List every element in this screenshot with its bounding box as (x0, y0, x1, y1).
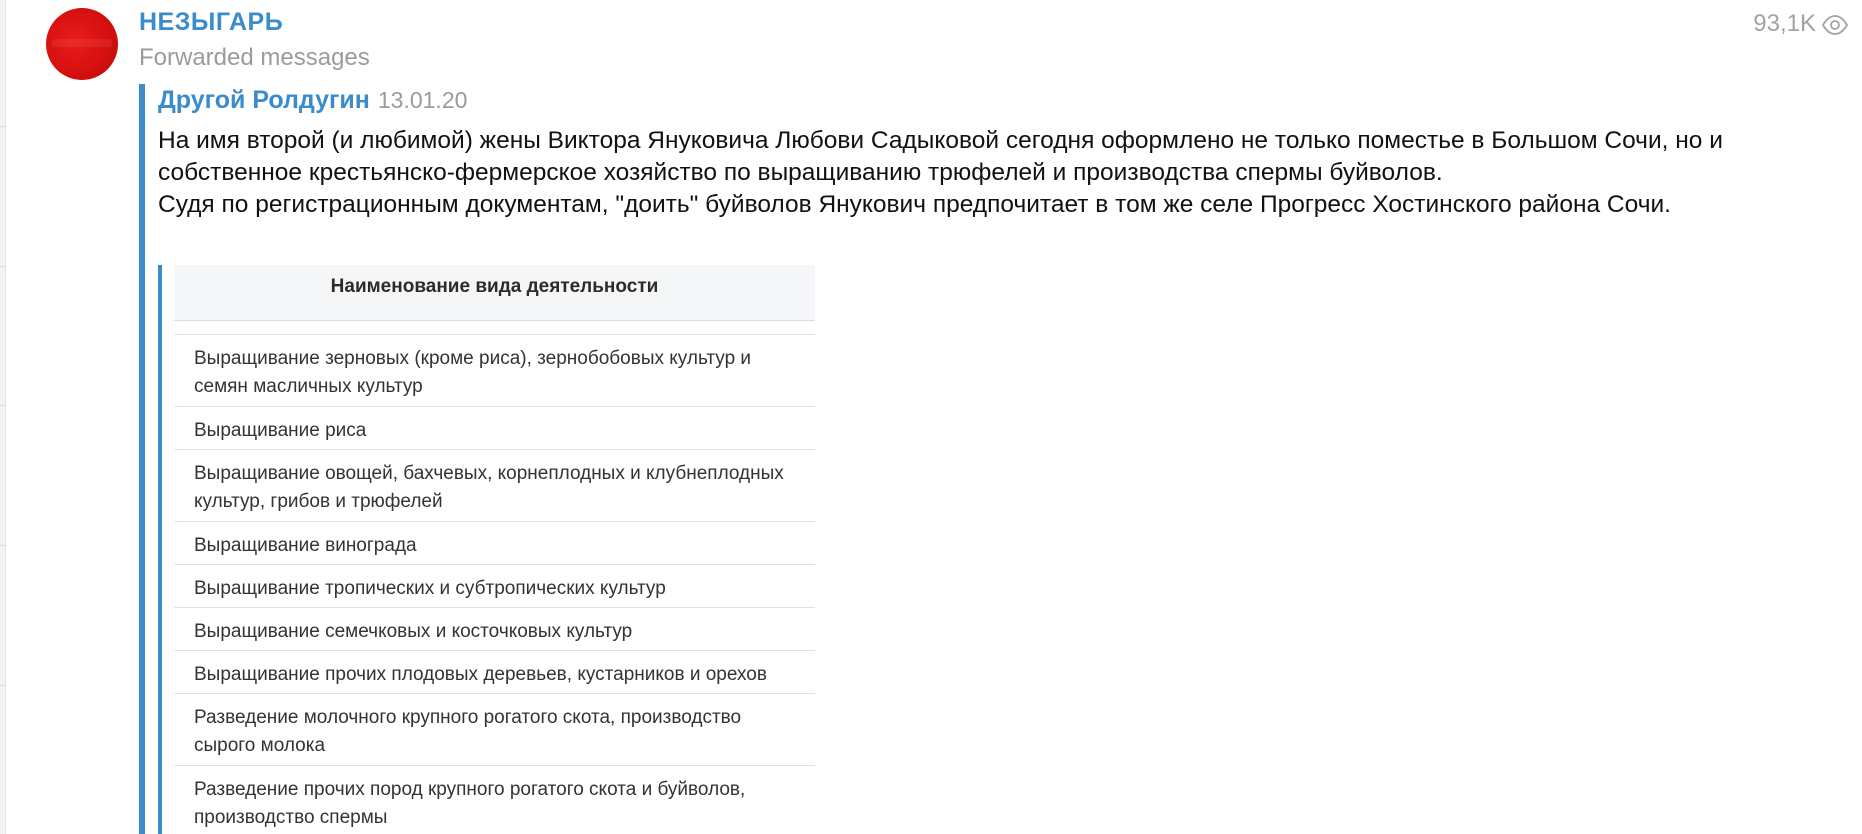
table-row: Выращивание тропических и субтропических культур (174, 565, 815, 608)
left-edge-strip (0, 0, 6, 834)
channel-name[interactable]: НЕЗЫГАРЬ (139, 8, 284, 36)
forward-quote-bar (139, 84, 145, 834)
table-row: Разведение прочих пород крупного рогатого скота и буйволов, производство спермы (174, 766, 815, 834)
attached-table-image[interactable] (174, 265, 815, 834)
forwarded-label: Forwarded messages (139, 44, 370, 71)
views-count: 93,1K (1753, 10, 1816, 37)
table-row: Выращивание винограда (174, 522, 815, 565)
avatar-logo-band (52, 39, 112, 47)
channel-avatar[interactable] (46, 8, 118, 80)
table-row: Выращивание риса (174, 407, 815, 450)
origin-author[interactable]: Другой Ролдугин (158, 86, 370, 114)
table-spacer (174, 321, 815, 335)
views-counter (1753, 10, 1848, 38)
origin-date: 13.01.20 (377, 87, 468, 113)
table-row: Выращивание зерновых (кроме риса), зернобобовых культур и семян масличных культур (174, 335, 815, 407)
table-row: Выращивание семечковых и косточковых культур (174, 608, 815, 651)
table-header: Наименование вида деятельности (174, 265, 815, 321)
eye-icon (1822, 14, 1848, 34)
table-row: Выращивание овощей, бахчевых, корнеплодных и клубнеплодных культур, грибов и трюфелей (174, 450, 815, 522)
photo-quote-bar (158, 265, 162, 834)
table-row: Разведение молочного крупного рогатого скота, производство сырого молока (174, 694, 815, 766)
table-row: Выращивание прочих плодовых деревьев, кустарников и орехов (174, 651, 815, 694)
origin-header (158, 86, 467, 115)
post-text: На имя второй (и любимой) жены Виктора Януковича Любови Садыковой сегодня оформлено не только поместье в Большом Сочи, но и собственное крестьянско-фермерское хозяйство по выращиванию трюфелей и производства спермы буйволов. Судя по регистрационным документам, "доить" буйволов Янукович предпочитает в том же селе Прогресс Хостинского района Сочи. (158, 127, 1723, 218)
